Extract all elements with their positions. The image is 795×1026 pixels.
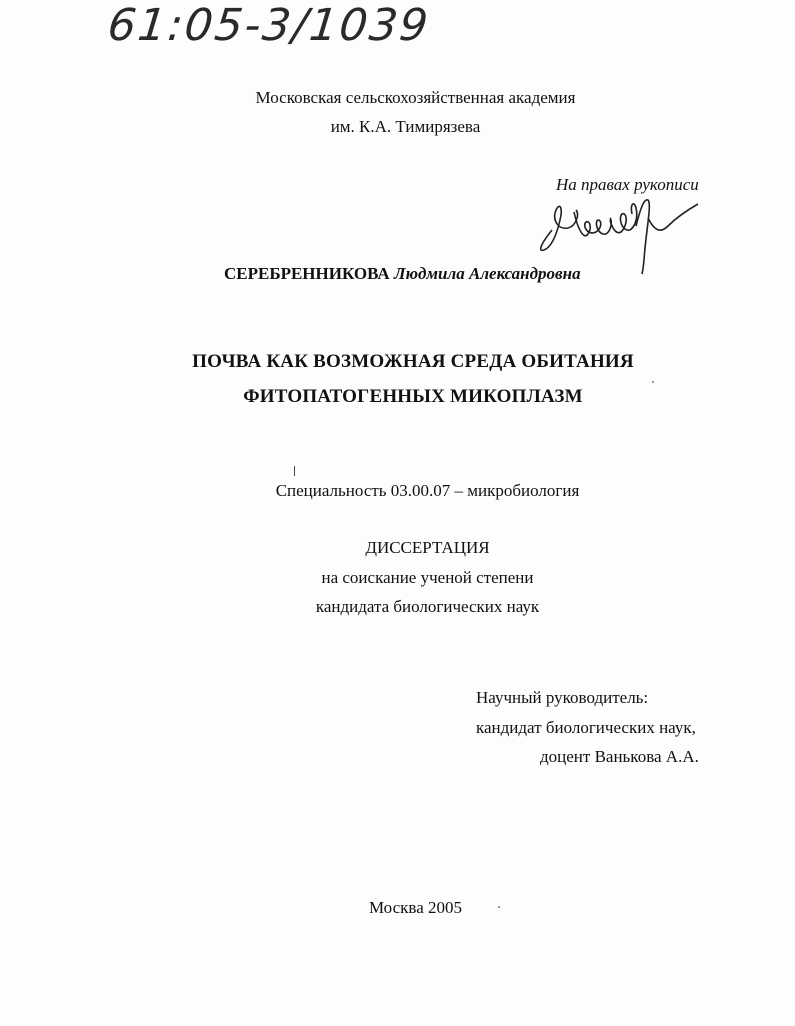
thesis-title-line2: ФИТОПАТОГЕННЫХ МИКОПЛАЗМ <box>243 386 583 407</box>
scan-speck <box>652 381 654 383</box>
archive-code-handwritten: 61:05-3/1039 <box>105 0 433 51</box>
author-given-names: Людмила Александровна <box>393 264 581 283</box>
manuscript-rights-note: На правах рукописи <box>556 175 699 194</box>
supervisor-name: доцент Ванькова А.А. <box>540 747 699 766</box>
dissertation-purpose: на соискание ученой степени <box>321 568 534 587</box>
supervisor-label: Научный руководитель: <box>476 688 649 707</box>
author-name <box>224 264 581 284</box>
author-signature <box>530 190 710 275</box>
author-surname: СЕРЕБРЕННИКОВА <box>224 264 390 283</box>
scan-speck <box>498 906 500 908</box>
dissertation-degree: кандидата биологических наук <box>315 597 540 616</box>
supervisor-degree: кандидат биологических наук, <box>476 718 696 737</box>
dissertation-heading: ДИССЕРТАЦИЯ <box>365 538 490 557</box>
speciality: Специальность 03.00.07 – микробиология <box>275 481 580 500</box>
institution-name: Московская сельскохозяйственная академия <box>255 88 576 107</box>
thesis-title-line1: ПОЧВА КАК ВОЗМОЖНАЯ СРЕДА ОБИТАНИЯ <box>192 351 634 372</box>
pen-mark <box>294 466 295 476</box>
city-year: Москва 2005 <box>368 898 463 917</box>
institution-name-line2: им. К.А. Тимирязева <box>330 117 481 136</box>
